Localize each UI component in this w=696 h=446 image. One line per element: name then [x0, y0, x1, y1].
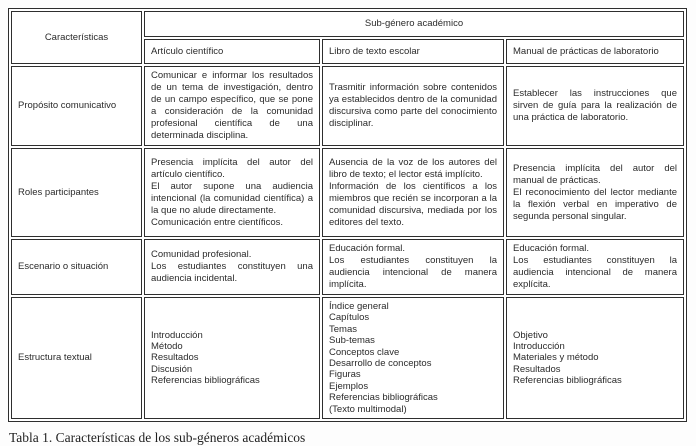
text-line: Comunidad profesional.	[151, 249, 252, 260]
text-line: Ausencia de la voz de los autores del libro de texto; el lector está implícito.	[329, 156, 497, 180]
text-line: Educación formal.	[513, 243, 590, 254]
text-line: Objetivo	[513, 329, 548, 341]
cell-roles-articulo	[144, 148, 320, 237]
table-row-proposito	[11, 66, 684, 146]
text-line: Conceptos clave	[329, 346, 400, 358]
text-line: Presencia implícita del autor del manual de prácticas.	[513, 162, 677, 186]
subgenres-table	[8, 8, 687, 422]
text-line: Información de los científicos a los miembros que recién se incorporan a la comunidad discursiva, mediada por los editores del texto.	[329, 180, 497, 228]
row-label-estructura-textual: Estructura textual	[11, 297, 142, 419]
text-line: Referencias bibliográficas	[513, 375, 622, 387]
cell-estructura-manual	[506, 297, 684, 419]
column-header-libro-de-texto: Libro de texto escolar	[322, 39, 504, 64]
table-row-estructura	[11, 297, 684, 419]
text-line: Sub-temas	[329, 335, 375, 347]
text-line: Figuras	[329, 369, 361, 381]
text-line: Referencias bibliográficas	[151, 375, 260, 387]
text-line: Resultados	[151, 352, 199, 364]
text-line: Comunicación entre científicos.	[151, 216, 284, 228]
text-line: El autor supone una audiencia intencional (la comunidad científica) a la que no alude directamente.	[151, 180, 313, 216]
text-line: Índice general	[329, 301, 389, 312]
row-label-proposito-comunicativo: Propósito comunicativo	[11, 66, 142, 146]
text-line: Los estudiantes constituyen una audiencia incidental.	[151, 261, 313, 284]
text-line: El reconocimiento del lector mediante la flexión verbal en imperativo de segunda personal singular.	[513, 186, 677, 222]
text-line: Los estudiantes constituyen la audiencia intencional de manera implícita.	[329, 255, 497, 290]
column-header-articulo-cientifico: Artículo científico	[144, 39, 320, 64]
cell-proposito-libro	[322, 66, 504, 146]
cell-estructura-libro	[322, 297, 504, 419]
column-header-manual-de-practicas: Manual de prácticas de laboratorio	[506, 39, 684, 64]
text-line: Resultados	[513, 363, 561, 375]
text-line: Temas	[329, 323, 357, 335]
table-row-roles	[11, 148, 684, 237]
header-caracteristicas: Características	[11, 11, 142, 64]
header-row-group	[11, 11, 684, 37]
table-caption: Tabla 1. Características de los sub-géneros académicos	[9, 430, 306, 446]
text-line: Ejemplos	[329, 380, 369, 392]
table-row-escenario	[11, 239, 684, 295]
text-line: Comunicar e informar los resultados de un tema de investigación, dentro de un campo específico, que se pone a consideración de la comunidad profesional científica de una determinada disciplina.	[151, 70, 313, 141]
cell-roles-manual	[506, 148, 684, 237]
cell-proposito-articulo	[144, 66, 320, 146]
row-label-roles-participantes: Roles participantes	[11, 148, 142, 237]
cell-estructura-articulo	[144, 297, 320, 419]
text-line: Materiales y método	[513, 352, 599, 364]
text-line: Referencias bibliográficas	[329, 392, 438, 404]
cell-escenario-manual	[506, 239, 684, 295]
text-line: Introducción	[513, 340, 565, 352]
cell-escenario-articulo	[144, 239, 320, 295]
header-subgenero-academico: Sub-género académico	[144, 11, 684, 37]
text-line: Capítulos	[329, 312, 370, 324]
text-line: Introducción	[151, 329, 203, 341]
cell-proposito-manual	[506, 66, 684, 146]
text-line: Presencia implícita del autor del artículo científico.	[151, 156, 313, 180]
text-line: Establecer las instrucciones que sirven de guía para la realización de una práctica de laboratorio.	[513, 88, 677, 123]
text-line: Trasmitir información sobre contenidos ya establecidos dentro de la comunidad discursiva como parte del conocimiento disciplinar.	[329, 82, 497, 129]
cell-escenario-libro	[322, 239, 504, 295]
text-line: (Texto multimodal)	[329, 403, 407, 415]
row-label-escenario-o-situacion: Escenario o situación	[11, 239, 142, 295]
text-line: Los estudiantes constituyen la audiencia intencional de manera explícita.	[513, 255, 677, 290]
text-line: Desarrollo de conceptos	[329, 358, 432, 370]
text-line: Educación formal.	[329, 243, 406, 254]
text-line: Método	[151, 340, 183, 352]
text-line: Discusión	[151, 363, 193, 375]
cell-roles-libro	[322, 148, 504, 237]
